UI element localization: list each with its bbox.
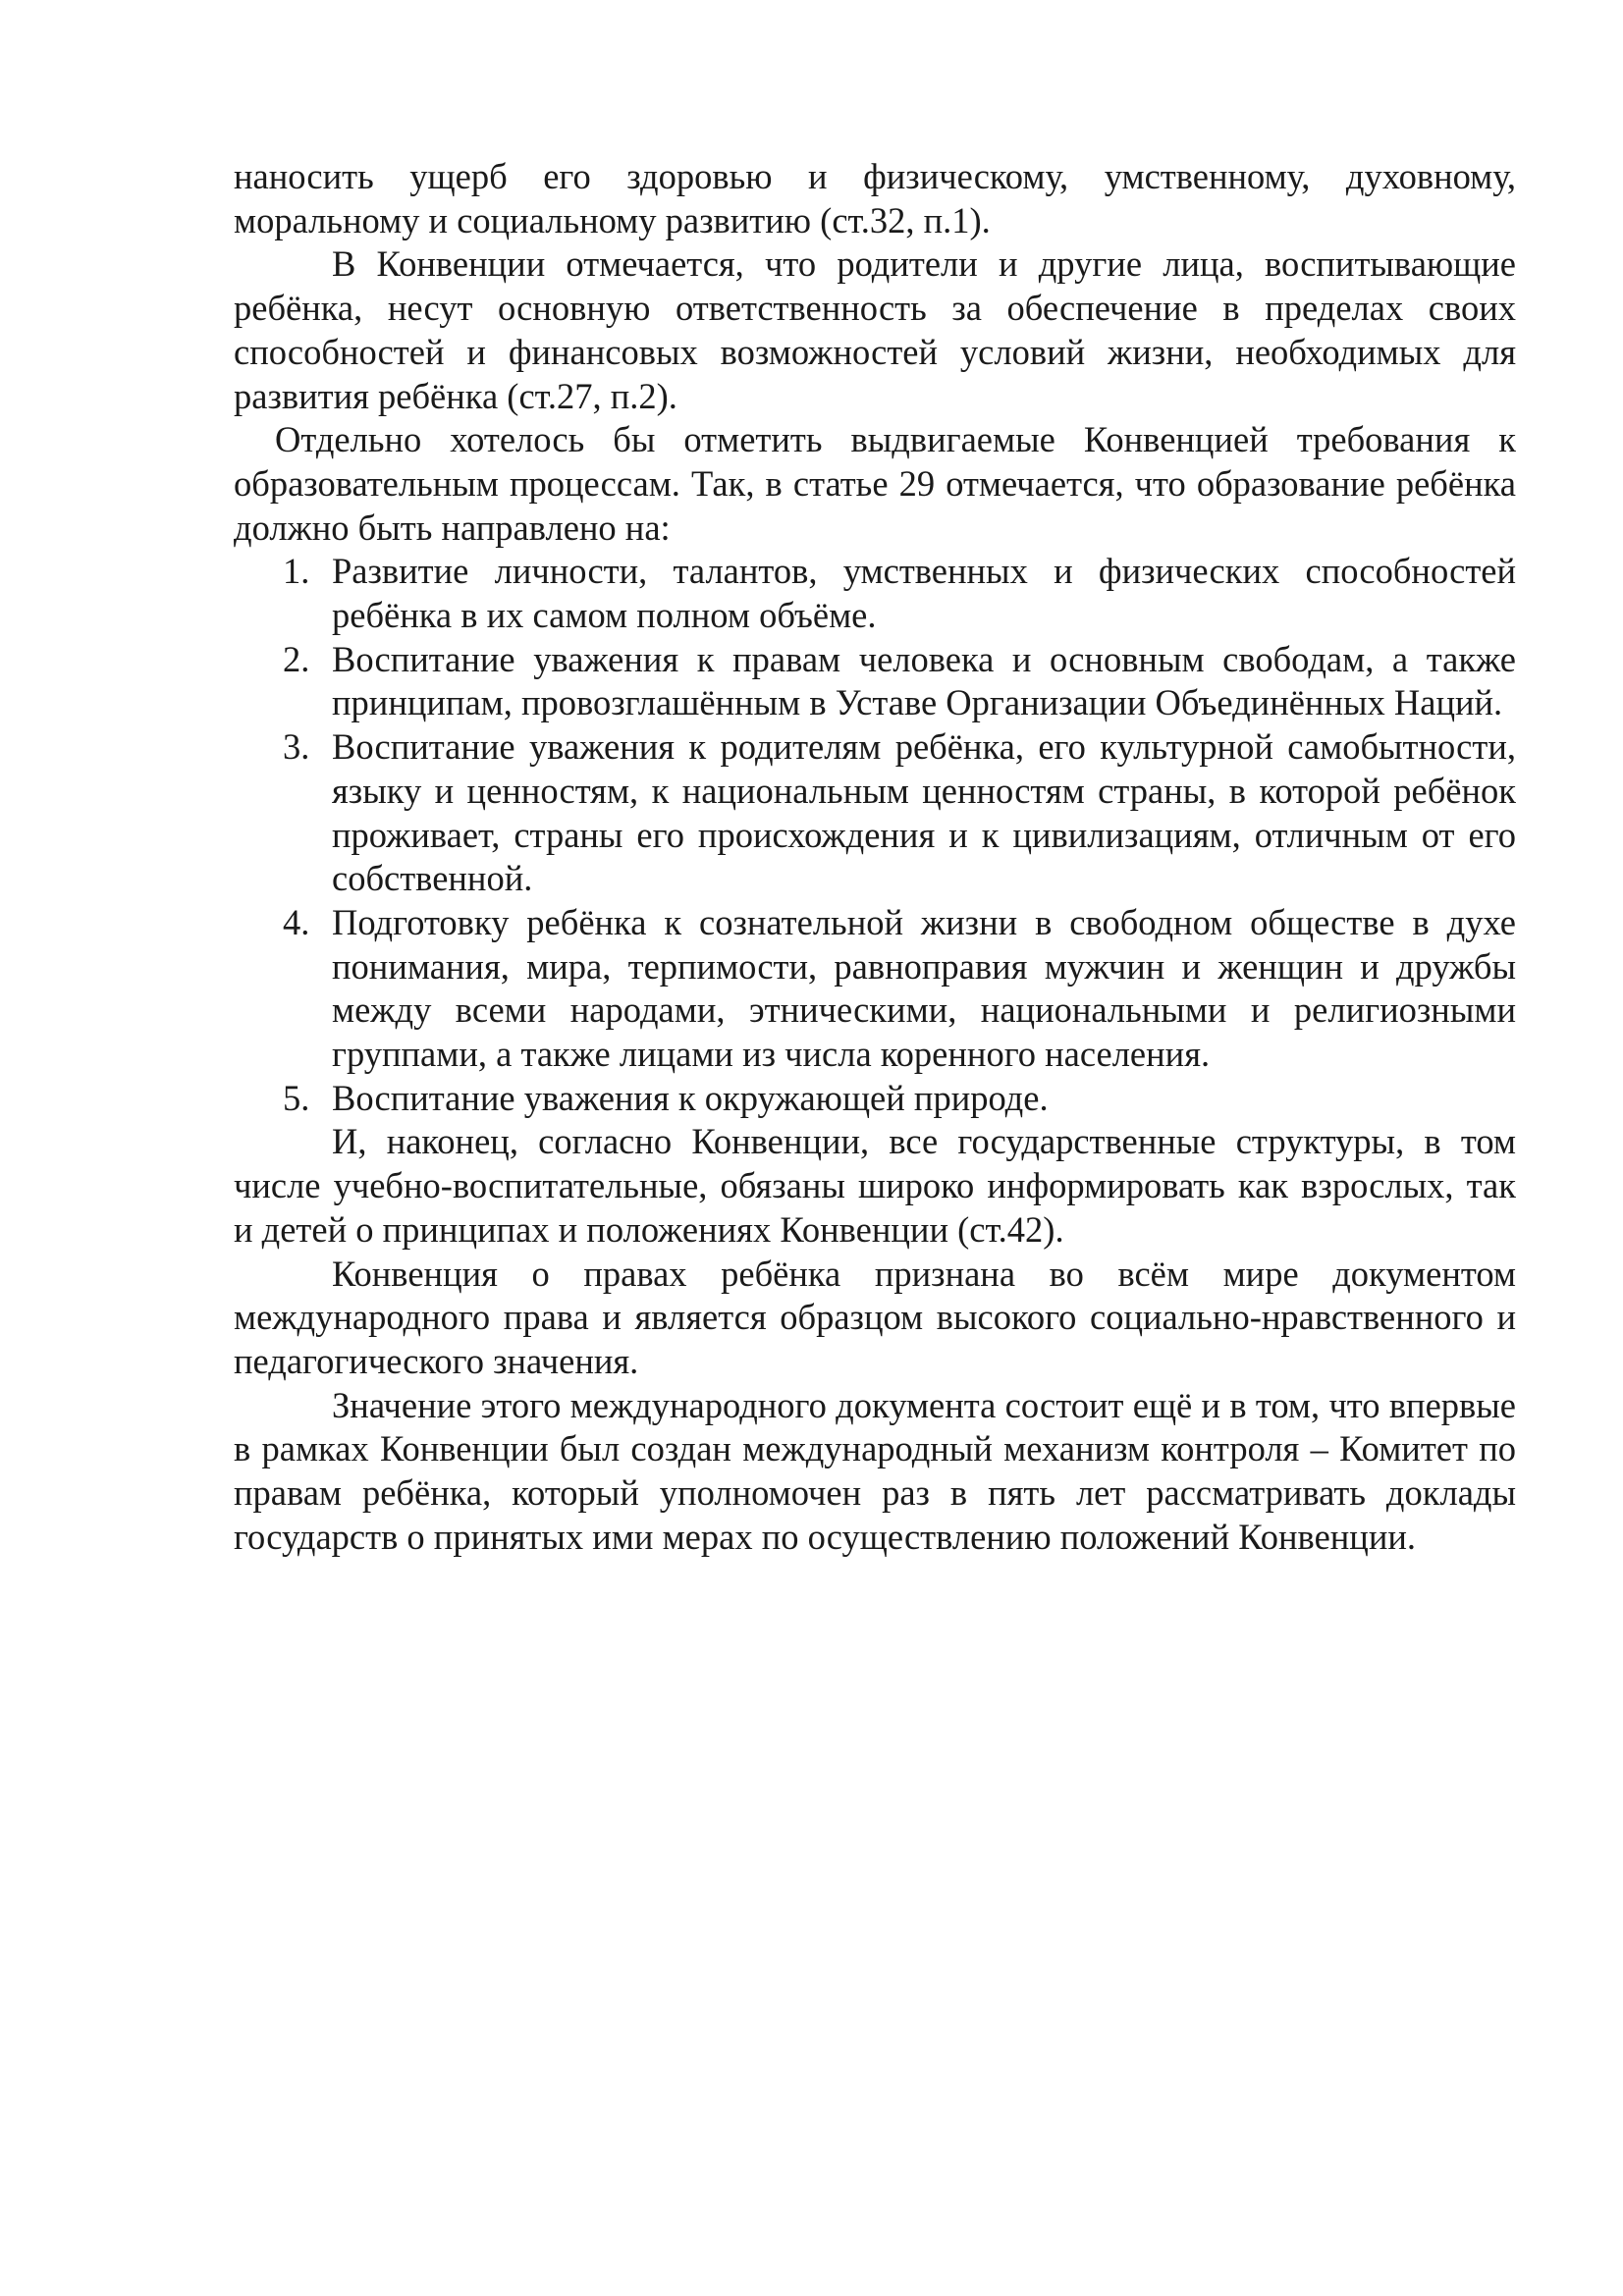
- list-item-number: 4.: [283, 901, 310, 942]
- list-item: [234, 901, 1516, 1077]
- list-item: [234, 550, 1516, 637]
- list-item-text: Подготовку ребёнка к сознательной жизни в свободном обществе в духе понимания, мира, терпимости, равноправия мужчин и женщин и дружбы между всеми народами, этническими, национальными и религиозными группами, а также лицами из числа коренного населения.: [332, 901, 1516, 1075]
- list-item-text: Воспитание уважения к окружающей природе.: [332, 1077, 1049, 1118]
- paragraph-committee: Значение этого международного документа состоит ещё и в том, что впервые в рамках Конвенции был создан международный механизм контроля – Комитет по правам ребёнка, который уполномочен раз в пять лет рассматривать доклады государств о принятых ими мерах по осуществлению положений Конвенции.: [234, 1384, 1516, 1557]
- list-item-text: Воспитание уважения к правам человека и основным свободам, а также принципам, провозглашённым в Уставе Организации Объединённых Наций.: [332, 638, 1516, 723]
- paragraph-convention-recognition: Конвенция о правах ребёнка признана во всём мире документом международного права и является образцом высокого социально-нравственного и педагогического значения.: [234, 1253, 1516, 1381]
- paragraph-state-structures: И, наконец, согласно Конвенции, все государственные структуры, в том числе учебно-воспитательные, обязаны широко информировать как взрослых, так и детей о принципах и положениях Конвенции (ст.42).: [234, 1121, 1516, 1250]
- list-item-number: 5.: [283, 1077, 310, 1118]
- list-item-number: 3.: [283, 726, 310, 768]
- document-body: [234, 155, 1516, 1560]
- list-item: [234, 1077, 1516, 1121]
- paragraph-continuation: наносить ущерб его здоровью и физическому, умственному, духовному, моральному и социальному развитию (ст.32, п.1).: [234, 156, 1516, 240]
- list-item-text: Развитие личности, талантов, умственных и физических способностей ребёнка в их самом полном объёме.: [332, 551, 1516, 636]
- paragraph-parent-responsibility: В Конвенции отмечается, что родители и другие лица, воспитывающие ребёнка, несут основную ответственность за обеспечение в пределах своих способностей и финансовых возможностей условий жизни, необходимых для развития ребёнка (ст.27, п.2).: [234, 243, 1516, 416]
- list-item: [234, 638, 1516, 725]
- list-item-number: 1.: [283, 551, 310, 592]
- list-item: [234, 725, 1516, 901]
- paragraph-education-requirements: Отдельно хотелось бы отметить выдвигаемые Конвенцией требования к образовательным процессам. Так, в статье 29 отмечается, что образование ребёнка должно быть направлено на:: [234, 419, 1516, 548]
- list-item-number: 2.: [283, 638, 310, 679]
- list-item-text: Воспитание уважения к родителям ребёнка, его культурной самобытности, языку и ценностям, к национальным ценностям страны, в которой ребёнок проживает, страны его происхождения и к цивилизациям, отличным от его собственной.: [332, 726, 1516, 899]
- education-goals-list: [234, 550, 1516, 1120]
